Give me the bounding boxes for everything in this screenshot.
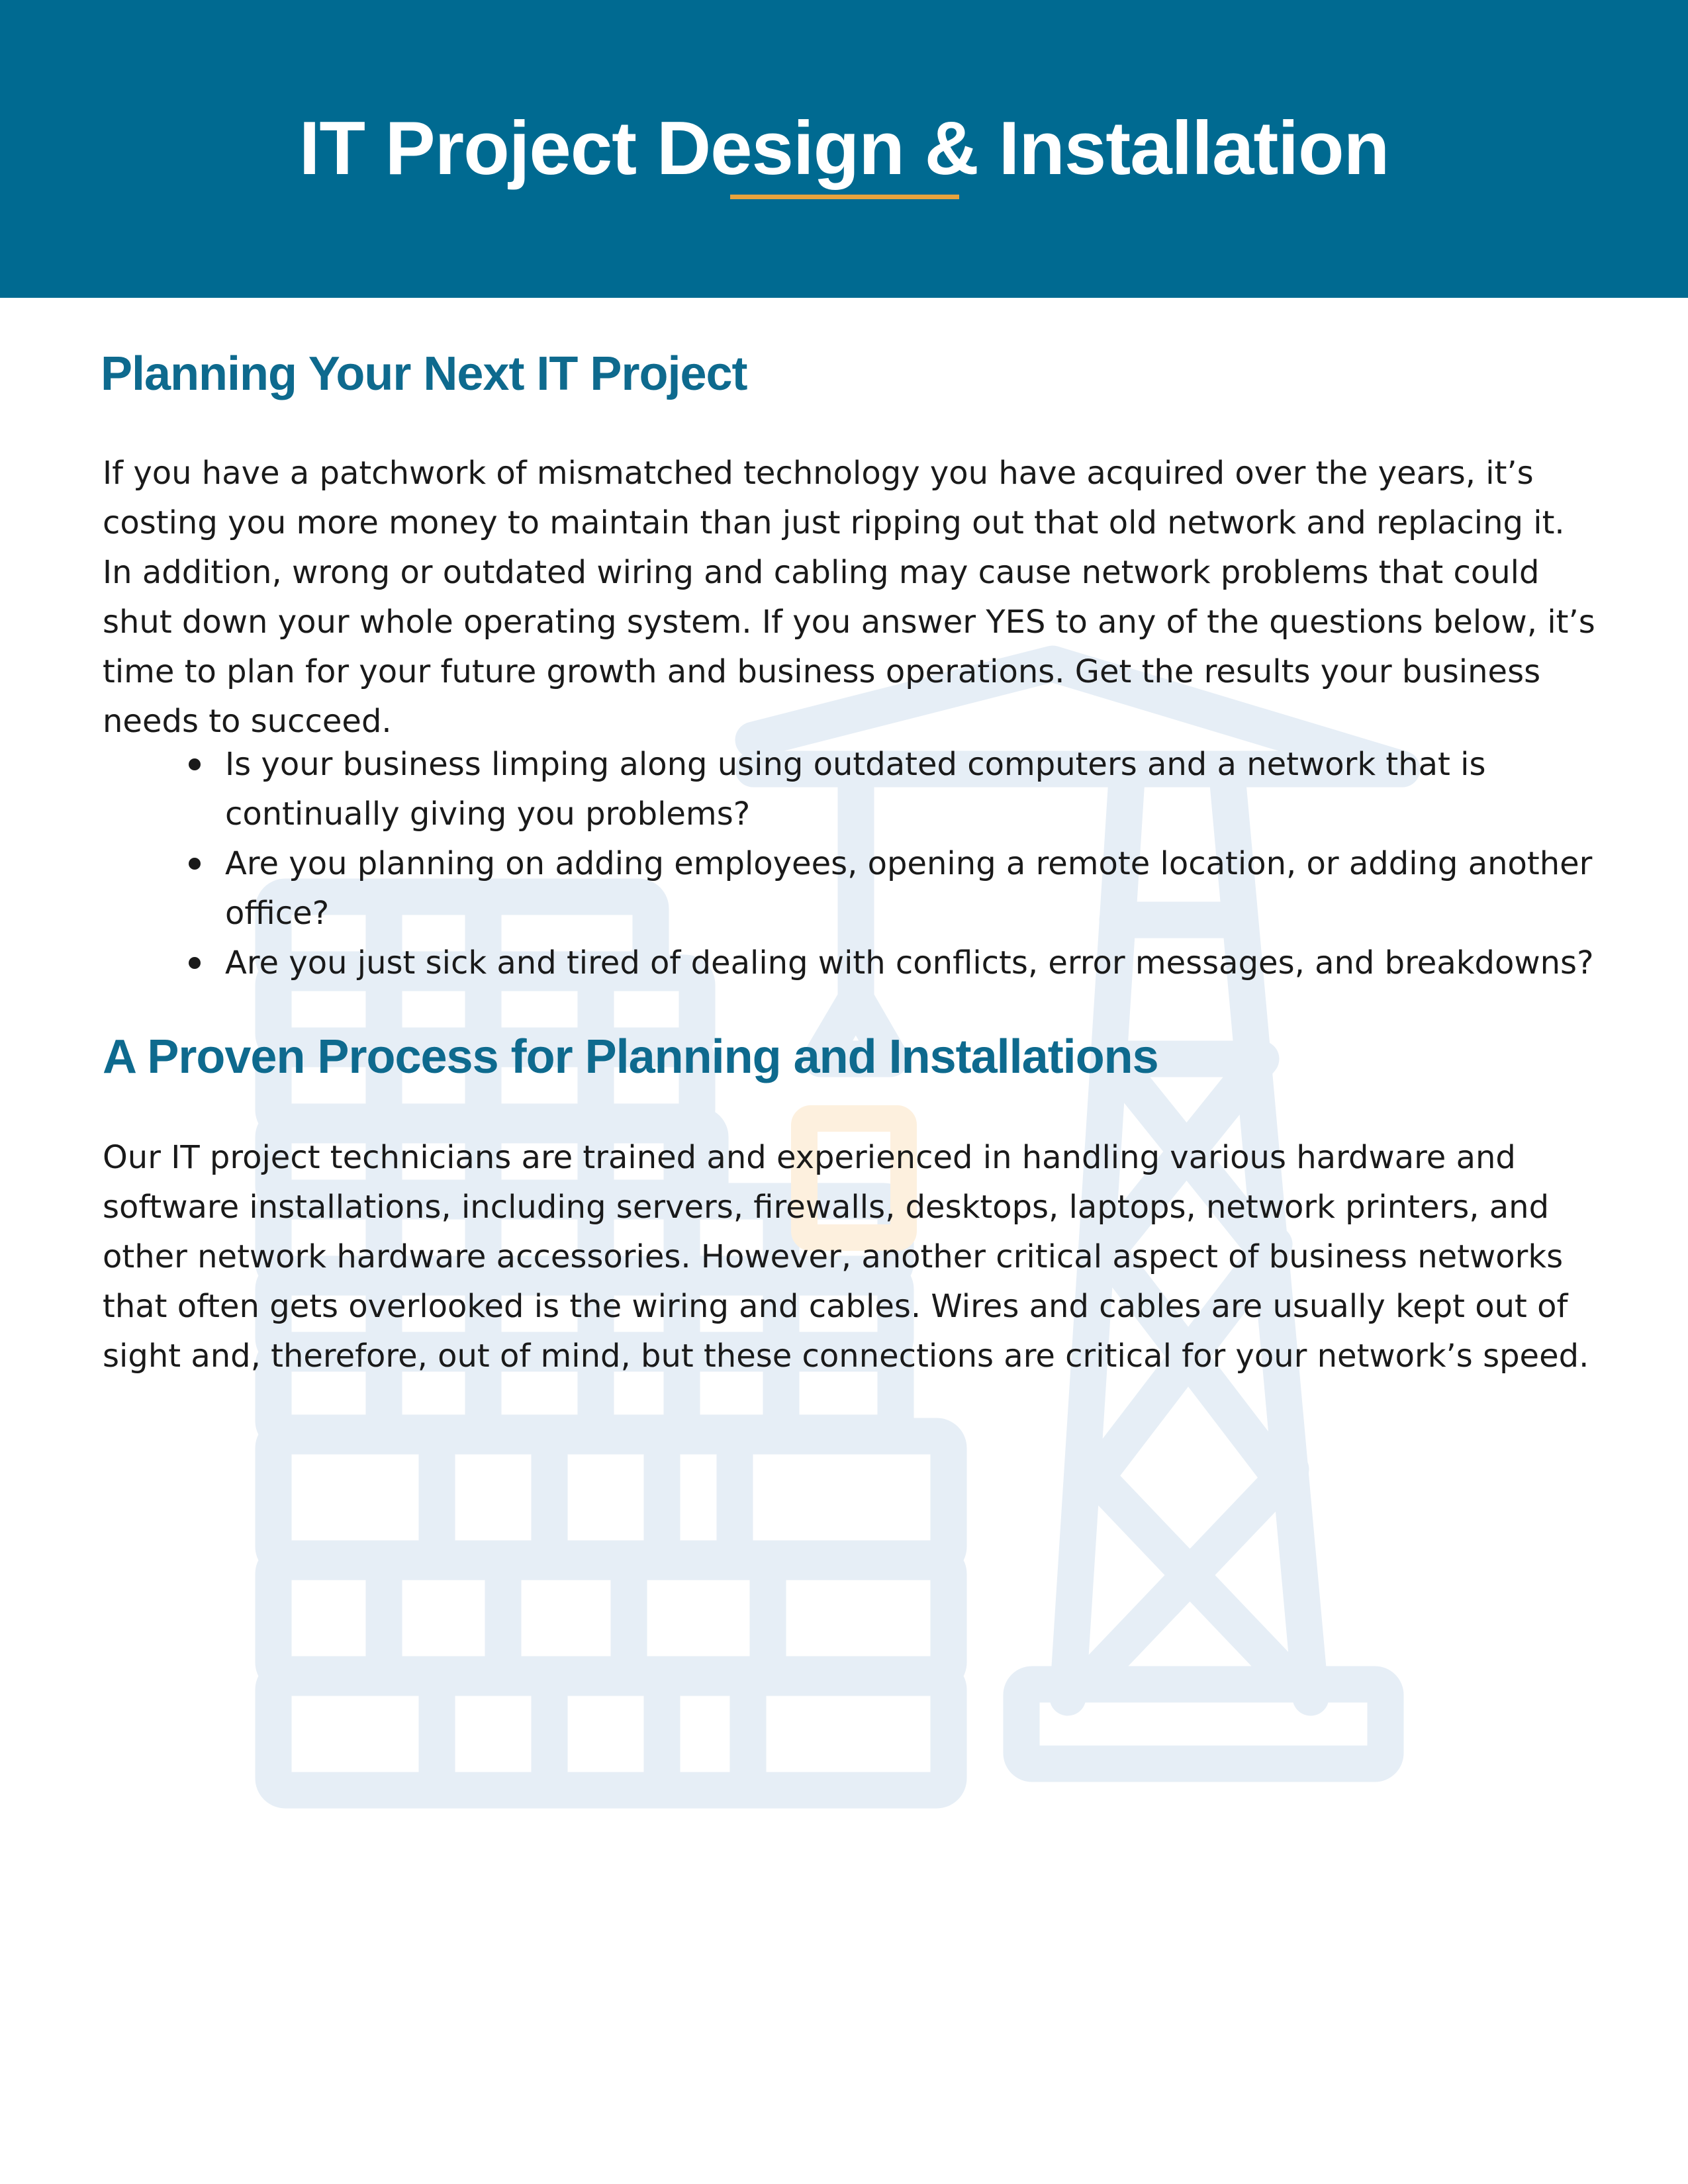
list-item-text: Are you planning on adding employees, opening a remote location, or adding another office? — [225, 845, 1593, 932]
list-item — [169, 839, 1599, 938]
question-list — [169, 740, 1599, 988]
list-item-text: Is your business limping along using outdated computers and a network that is continually giving you problems? — [225, 746, 1486, 833]
section-heading-planning: Planning Your Next IT Project — [101, 347, 747, 400]
section-heading-process: A Proven Process for Planning and Installations — [103, 1030, 1158, 1083]
bullet-icon — [189, 957, 201, 969]
page-title: IT Project Design & Installation — [299, 107, 1389, 191]
bullet-icon — [189, 758, 201, 770]
list-item — [169, 740, 1599, 839]
list-item — [169, 938, 1599, 988]
intro-paragraph: If you have a patchwork of mismatched technology you have acquired over the years, it’s costing you more money to maintain than just ripping out that old network and replacing it. In addition, wrong or outdated wiring and cabling may cause network problems that could shut down your whole operating system. If you answer YES to any of the questions below, it’s time to plan for your future growth and business operations. Get the results your business needs to succeed. — [103, 455, 1595, 740]
list-item-text: Are you just sick and tired of dealing with conflicts, error messages, and breakdowns? — [225, 944, 1594, 981]
process-paragraph: Our IT project technicians are trained and experienced in handling various hardware and software installations, including servers, firewalls, desktops, laptops, network printers, and other network hardware accessories. However, another critical aspect of business networks that often gets overlooked is the wiring and cables. Wires and cables are usually kept out of sight and, therefore, out of mind, but these connections are critical for your network’s speed. — [103, 1139, 1589, 1375]
bullet-icon — [189, 858, 201, 870]
